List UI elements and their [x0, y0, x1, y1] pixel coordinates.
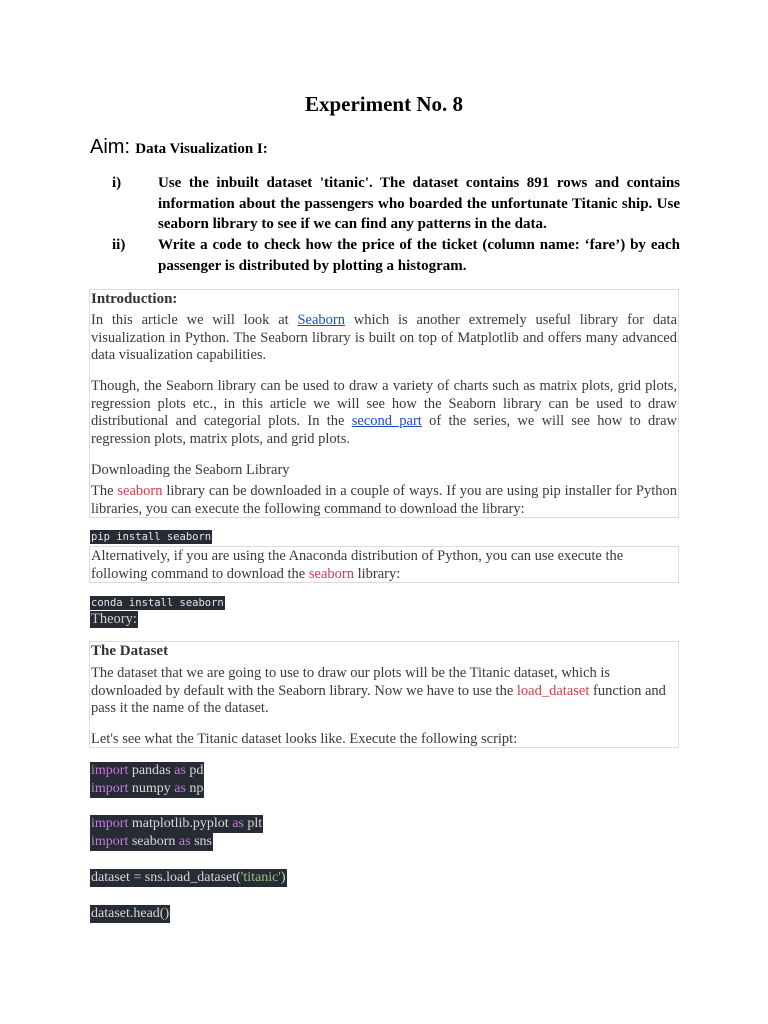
task-number: i): [112, 175, 122, 191]
dataset-text: The dataset that we are going to use to draw our plots will be the Titanic dataset, which is downloaded by default with the Seaborn library. Now we have to use the: [91, 665, 611, 699]
conda-install-code: conda install seaborn: [91, 597, 224, 609]
dataset-paragraph-2: Let's see what the Titanic dataset looks like. Execute the following script:: [91, 731, 518, 747]
module-name: pandas: [128, 763, 175, 778]
intro-text: The: [91, 483, 118, 499]
dataset-heading: The Dataset: [91, 643, 169, 659]
code-line-load-dataset: [90, 869, 287, 887]
second-part-link[interactable]: second part: [351, 413, 422, 429]
code-line-dataset-head: dataset.head(): [91, 906, 170, 921]
intro-paragraph-3: [91, 483, 677, 518]
seaborn-link[interactable]: Seaborn: [297, 312, 345, 328]
alias: plt: [243, 816, 263, 831]
alternative-paragraph: [91, 548, 677, 583]
alias: np: [185, 781, 204, 796]
keyword: import: [91, 816, 129, 831]
page-title: Experiment No. 8: [304, 92, 464, 116]
code-line-import-matplotlib: [90, 815, 263, 833]
alt-text: library:: [353, 565, 401, 582]
code-line-import-pandas: [90, 762, 204, 780]
task-text: Use the inbuilt dataset 'titanic'. The dataset contains 891 rows and contains information about the passengers who boarded the unfortunate Titanic ship. Use seaborn library to see if we can find any patterns in the data.: [158, 175, 680, 232]
aim-label: Aim:: [90, 136, 130, 158]
task-number: ii): [112, 237, 126, 253]
intro-text: In this article we will look at: [91, 312, 298, 328]
task-text: Write a code to check how the price of the ticket (column name: ‘fare’) by each passenger is distributed by plotting a histogram.: [158, 237, 680, 274]
download-subheading: Downloading the Seaborn Library: [91, 462, 290, 478]
intro-text: Though, the Seaborn library can be used to draw a variety of charts such as matrix plots, grid plots, regression plots etc., in this article we will see how the Seaborn library can be used to draw distributional and categorial plots. In the: [91, 378, 677, 429]
keyword: as: [174, 781, 186, 796]
keyword: import: [91, 763, 129, 778]
theory-label: Theory:: [91, 611, 137, 627]
task-item: [90, 235, 680, 276]
module-name: matplotlib.pyplot: [128, 816, 233, 831]
aim-text: Data Visualization I:: [135, 141, 268, 157]
intro-paragraph-2: [91, 378, 677, 448]
string-literal: 'titanic': [240, 870, 281, 885]
code-text: ): [280, 870, 286, 885]
task-item: [90, 173, 680, 235]
code-text: dataset = sns.load_dataset(: [91, 870, 241, 885]
introduction-heading: Introduction:: [91, 291, 178, 307]
code-line-import-numpy: [90, 780, 204, 798]
load-dataset-highlight: load_dataset: [516, 682, 590, 699]
module-name: seaborn: [128, 834, 179, 849]
seaborn-highlight: seaborn: [117, 483, 163, 499]
keyword: import: [91, 834, 129, 849]
seaborn-highlight: seaborn: [308, 565, 354, 582]
module-name: numpy: [128, 781, 175, 796]
keyword: as: [232, 816, 244, 831]
keyword: import: [91, 781, 129, 796]
intro-text: of the series, we will see how to draw regression plots, matrix plots, and grid plots.: [91, 413, 677, 447]
alias: pd: [185, 763, 204, 778]
keyword: as: [178, 834, 191, 849]
code-line-import-seaborn: [90, 833, 213, 851]
alt-text: Alternatively, if you are using the Anaconda distribution of Python, you can use execute the following command to download the: [91, 548, 624, 582]
dataset-text: function and pass it the name of the dataset.: [91, 682, 666, 716]
aim-line: [90, 134, 268, 159]
intro-text: which is another extremely useful library for data visualization in Python. The Seaborn library is built on top of Matplotlib and offers many advanced data visualization capabilities.: [91, 312, 678, 363]
keyword: as: [174, 763, 186, 778]
intro-paragraph-1: [91, 312, 677, 365]
dataset-paragraph-1: [91, 665, 677, 718]
intro-text: library can be downloaded in a couple of ways. If you are using pip installer for Python libraries, you can execute the following command to download the library:: [91, 483, 677, 517]
alias: sns: [190, 834, 212, 849]
pip-install-code: pip install seaborn: [91, 531, 212, 543]
